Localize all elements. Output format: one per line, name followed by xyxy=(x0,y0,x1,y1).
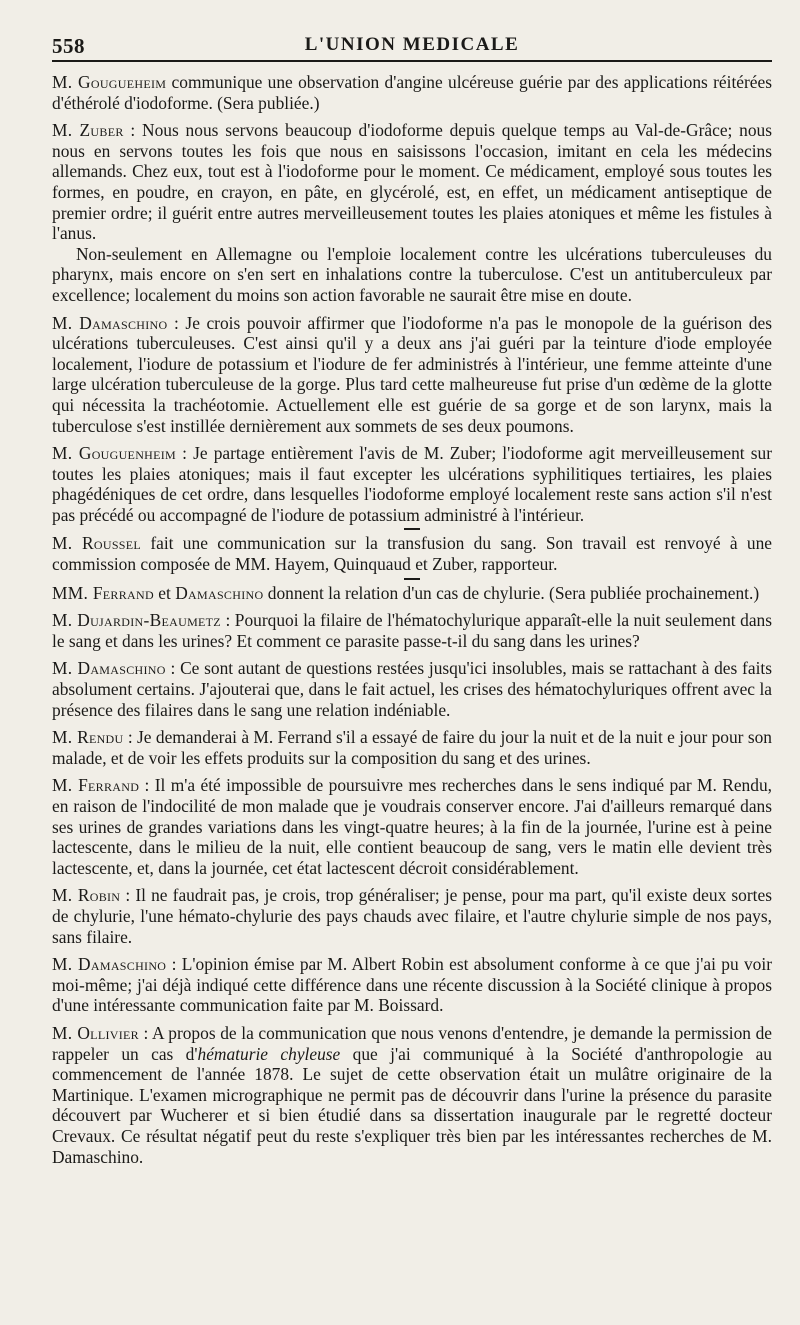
speaker-name: M. Gougueheim xyxy=(52,72,167,92)
speaker-name: M. Ferrand xyxy=(52,775,140,796)
paragraph xyxy=(52,727,772,768)
speaker-name: M. Ollivier xyxy=(52,1022,139,1043)
paragraph xyxy=(52,658,772,720)
paragraph-text: : Pourquoi la filaire de l'hématochylurique apparaît-elle la nuit seulement dans le sang et dans les urines? Et comment ce parasite passe-t-il du sang dans les urines? xyxy=(52,610,773,651)
paragraph xyxy=(52,120,772,244)
paragraph xyxy=(52,775,772,878)
speaker-name: M. Rendu xyxy=(52,727,124,748)
speaker-name: M. Roussel xyxy=(52,533,142,554)
paragraph-text: fait une communication sur la transfusion du sang. Son travail est renvoyé à une commission composée de MM. Hayem, Quinquaud et Zuber, rapporteur. xyxy=(52,533,772,575)
paragraph-text: : L'opinion émise par M. Albert Robin est absolument conforme à ce que j'ai pu voir moi-même; j'ai déjà indiqué cette différence dans une récente discussion à la Société clinique à propos d'une intéressante communication faite par M. Boissard. xyxy=(52,954,772,1016)
section-divider xyxy=(404,528,420,530)
page-number: 558 xyxy=(52,34,85,58)
article-body xyxy=(52,72,772,1167)
paragraph-text: et xyxy=(153,582,176,603)
speaker-name: Damaschino xyxy=(175,582,264,603)
speaker-name: M. Damaschino xyxy=(52,954,167,975)
paragraph-text: : Nous nous servons beaucoup d'iodoforme depuis quelque temps au Val-de-Grâce; nous nous en servons toutes les fois que nous en saisissons l'occasion, imitant en cela les médecins allemands. Chez eux, tout est à l'iodoforme pour le moment. Ce médicament, employé sous toutes les formes, en poudre, en crayon, en pâte, en glycérolé, est, en effet, un médicament antiseptique de premier ordre; il guérit entre autres merveilleusement toutes les plaies atoniques et même les fistules à l'anus. xyxy=(52,120,773,244)
paragraph-text: : Il ne faudrait pas, je crois, trop généraliser; je pense, pour ma part, qu'il existe deux sortes de chylurie, l'une hémato-chylurie des pays chauds avec filaire, et l'autre chylurie simple de nos pays, sans filaire. xyxy=(52,885,772,947)
speaker-name: M. Zuber xyxy=(52,120,124,141)
paragraph-text: communique une observation d'angine ulcéreuse guérie par des applications réitérées d'éthérolé d'iodoforme. (Sera publiée.) xyxy=(52,72,773,113)
italic-term: hématurie chyleuse xyxy=(197,1043,341,1064)
speaker-name: M. Dujardin-Beaumetz xyxy=(52,610,221,631)
speaker-name: M. Damaschino xyxy=(52,312,168,333)
section-divider xyxy=(404,578,420,580)
paragraph xyxy=(52,72,772,113)
paragraph-text: donnent la relation d'un cas de chylurie. (Sera publiée prochainement.) xyxy=(263,582,760,603)
speaker-name: M. Gouguenheim xyxy=(52,443,177,464)
paragraph xyxy=(52,443,772,525)
paragraph-text: : Je partage entièrement l'avis de M. Zuber; l'iodoforme agit merveilleusement sur toutes les plaies atoniques; mais il faut excepter les ulcérations syphilitiques tertiaires, les plaies phagédéniques de cet ordre, dans lesquelles l'iodoforme employé localement reste sans action s'il n'est pas précédé ou accompagné de l'iodure de potassium administré à l'intérieur. xyxy=(52,443,773,525)
paragraph-text: : Ce sont autant de questions restées jusqu'ici insolubles, mais se rattachant à des faits absolument certains. J'ajouterai que, dans le fait actuel, les crises des hématochyluriques offrent avec la présence des filaires dans le sang une relation indéniable. xyxy=(52,658,772,720)
paragraph-text: : Il m'a été impossible de poursuivre mes recherches dans le sens indiqué par M. Rendu, en raison de l'indocilité de mon malade que je voudrais conserver encore. J'ai d'ailleurs remarqué dans ses urines de grandes variations dans les vingt-quatre heures; à la fin de la journée, l'urine est à peine lactescente, dans le milieu de la nuit, elle contient beaucoup de sang, vers le matin elle devient très lactescente, et, dans la journée, cet état lactescent décroit considérablement. xyxy=(52,775,772,878)
speaker-name: M. Robin xyxy=(52,885,121,906)
paragraph-text: que j'ai communiqué à la Société d'anthropologie au commencement de l'année 1878. Le sujet de cette observation était un mulâtre originaire de la Martinique. L'examen micrographique ne permit pas de découvrir dans l'urine la présence du parasite découvert par Wucherer et si bien étudié dans sa dissertation inaugurale par le regretté docteur Crevaux. Ce résultat négatif peut du reste s'expliquer très bien par les intéressantes recherches de M. Damaschino. xyxy=(52,1043,772,1167)
paragraph-text: Non-seulement en Allemagne ou l'emploie localement contre les ulcérations tuberculeuses du pharynx, mais encore on s'en sert en inhalations contre la tuberculose. C'est un antituberculeux par excellence; localement du moins son action favorable ne saurait être mise en doute. xyxy=(52,243,772,305)
speaker-name: MM. Ferrand xyxy=(52,582,154,603)
paragraph xyxy=(52,244,772,306)
speaker-name: M. Damaschino xyxy=(52,658,166,679)
running-title: L'UNION MEDICALE xyxy=(304,34,520,55)
paragraph xyxy=(52,313,772,437)
paragraph-text: : A propos de la communication que nous venons d'entendre, je demande la permission de rappeler un cas d' xyxy=(52,1022,772,1064)
paragraph xyxy=(52,885,772,947)
paragraph xyxy=(52,610,772,651)
paragraph xyxy=(52,583,772,604)
paragraph-text: : Je demanderai à M. Ferrand s'il a essayé de faire du jour la nuit et de la nuit e jour pour son malade, et de voir les effets produits sur la composition du sang et des urines. xyxy=(52,727,772,768)
paragraph xyxy=(52,954,772,1016)
paragraph xyxy=(52,533,772,574)
paragraph-text: : Je crois pouvoir affirmer que l'iodoforme n'a pas le monopole de la guérison des ulcérations tuberculeuses. C'est ainsi qu'il y a deux ans j'ai guéri par la teinture d'iode employée localement, l'iodure de potassium et l'iodure de fer administrés à l'intérieur, une femme atteinte d'une large ulcération tuberculeuse de la gorge. Plus tard cette malheureuse fut prise d'un œdème de la glotte qui nécessita la trachéotomie. Actuellement elle est guérie de sa gorge et de son larynx, mais la tuberculose s'est instillée dernièrement aux sommets de ses deux poumons. xyxy=(52,312,772,436)
paragraph xyxy=(52,1023,772,1167)
page-header xyxy=(52,30,772,62)
